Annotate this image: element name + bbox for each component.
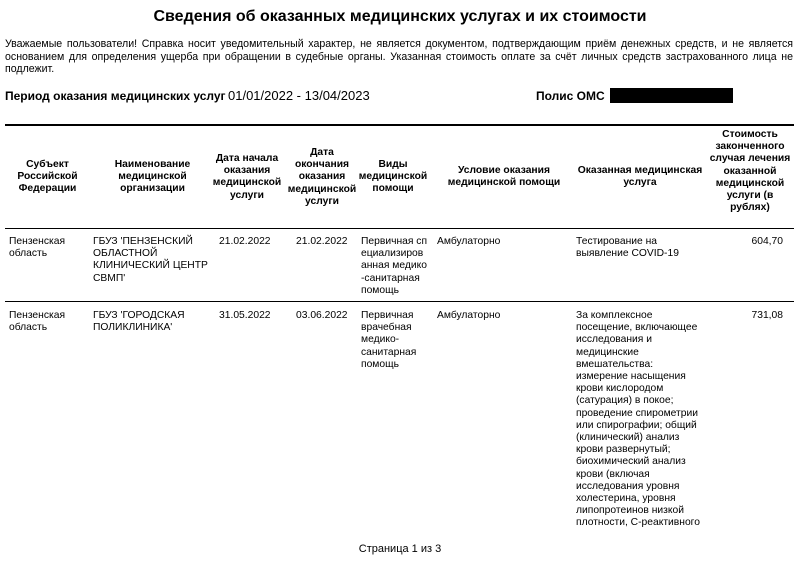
row2-start-date: 31.05.2022 bbox=[219, 310, 271, 321]
period-value: 01/01/2022 - 13/04/2023 bbox=[228, 88, 370, 103]
page-footer: Страница 1 из 3 bbox=[358, 543, 442, 555]
document-title: Сведения об оказанных медицинских услугах и их стоимости bbox=[153, 8, 647, 25]
row2-service: За комплексное посещение, включающее исследования и медицинские вмешательства: измерение насыщения крови кислородом (сатурация) в покое; проведение спирометрии или спирографии; общий (клинический) анализ крови развернутый; биохимический анализ крови (включая исследования уровня холестерина, уровня липопротеинов низкой плотности, С-реактивного bbox=[576, 310, 700, 529]
row1-start-date: 21.02.2022 bbox=[219, 236, 271, 247]
row1-service: Тестирование на выявление COVID-19 bbox=[576, 236, 679, 260]
row2-condition: Амбулаторно bbox=[437, 310, 501, 321]
header-end-date: Дата окончания оказания медицинской услуги bbox=[287, 147, 357, 207]
policy-redaction-box bbox=[610, 88, 733, 103]
table-row-divider bbox=[5, 301, 794, 302]
header-condition: Условие оказания медицинской помощи bbox=[447, 165, 561, 189]
row1-organization: ГБУЗ 'ПЕНЗЕНСКИЙ ОБЛАСТНОЙ КЛИНИЧЕСКИЙ ЦЕНТР СВМП' bbox=[93, 236, 208, 284]
row1-end-date: 21.02.2022 bbox=[296, 236, 348, 247]
row1-region: Пензенская область bbox=[9, 236, 66, 260]
table-header-rule bbox=[5, 228, 794, 229]
header-organization: Наименование медицинской организации bbox=[114, 159, 191, 195]
header-care-type: Виды медицинской помощи bbox=[358, 159, 428, 195]
table-top-rule bbox=[5, 124, 794, 126]
period-label: Период оказания медицинских услуг bbox=[5, 89, 226, 103]
notice-text: Уважаемые пользователи! Справка носит уведомительный характер, не является документом, подтверждающим приём денежных средств, и не является основанием для определения ущерба при обращении в судебные органы. Указанная стоимость оплате за счёт личных средств застрахованного лица не подлежит. bbox=[5, 38, 793, 75]
row2-care-type: Первичная врачебная медико-санитарная помощь bbox=[361, 310, 417, 370]
row1-care-type: Первичная специализированная медико-санитарная помощь bbox=[361, 236, 428, 296]
policy-label: Полис ОМС bbox=[536, 89, 605, 103]
row2-organization: ГБУЗ 'ГОРОДСКАЯ ПОЛИКЛИНИКА' bbox=[93, 310, 185, 334]
header-service: Оказанная медицинская услуга bbox=[577, 165, 703, 189]
header-cost: Стоимость законченного случая лечения оказанной медицинской услуги (в рублях) bbox=[709, 129, 791, 214]
row2-cost: 731,08 bbox=[751, 310, 783, 321]
header-start-date: Дата начала оказания медицинской услуги bbox=[212, 153, 282, 201]
row2-region: Пензенская область bbox=[9, 310, 66, 334]
header-region: Субъект Российской Федерации bbox=[17, 159, 78, 195]
row1-condition: Амбулаторно bbox=[437, 236, 501, 247]
row1-cost: 604,70 bbox=[751, 236, 783, 247]
row2-end-date: 03.06.2022 bbox=[296, 310, 348, 321]
